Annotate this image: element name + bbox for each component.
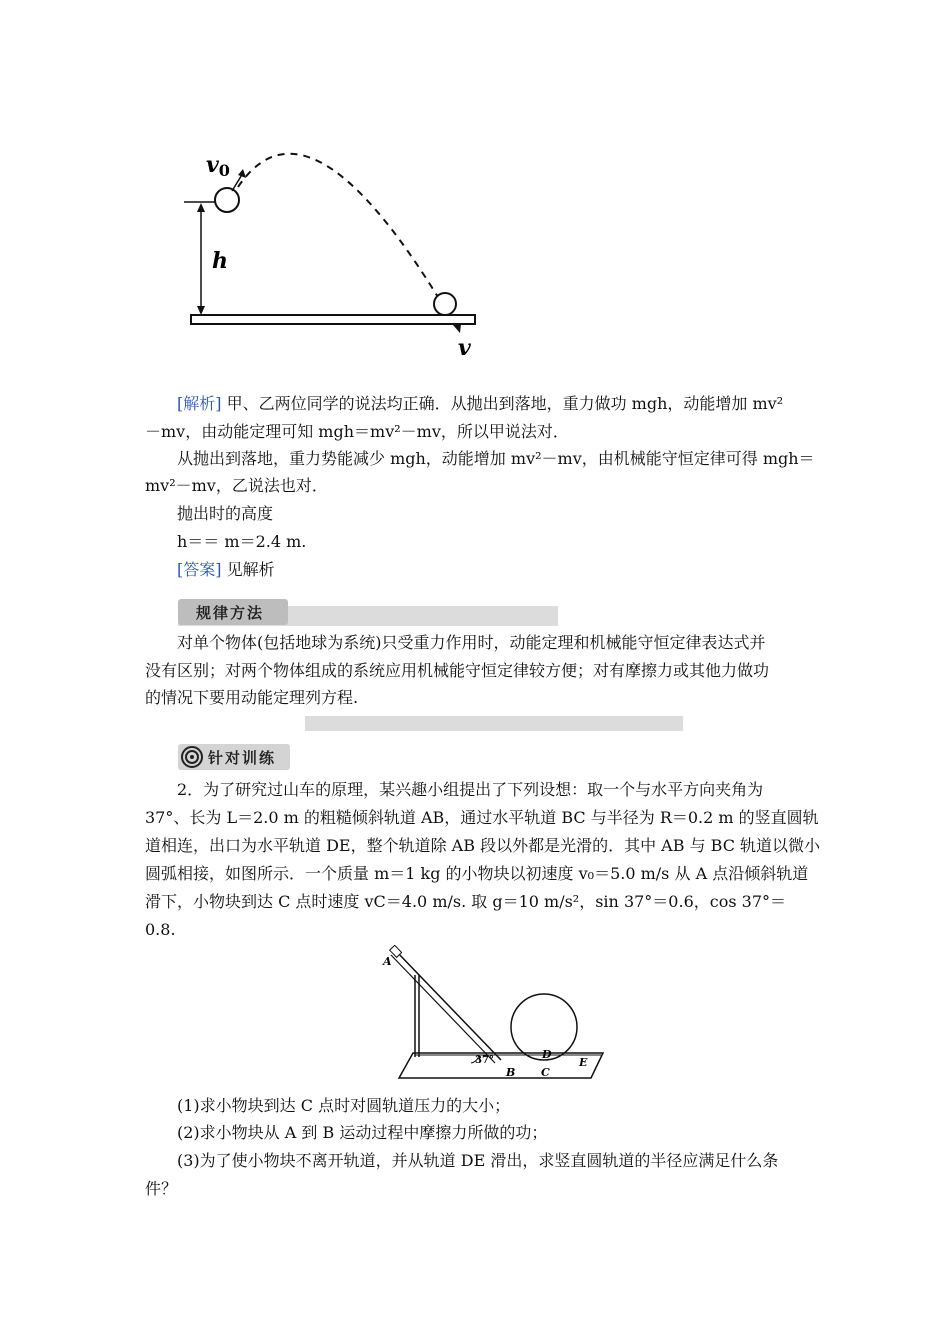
ground <box>191 315 475 324</box>
incline-top <box>395 950 501 1060</box>
label-B: B <box>506 1066 516 1079</box>
v0-label: v0 <box>206 152 230 180</box>
target-icon <box>180 745 204 769</box>
answer-tag: [答案] <box>177 560 222 579</box>
analysis-line-5: 抛出时的高度 <box>177 504 274 523</box>
training-line-5: 滑下，小物块到达 C 点时速度 vC＝4.0 m/s. 取 g＝10 m/s²，sin 37°＝0.6，cos 37°＝ <box>145 892 786 911</box>
analysis-line-4: mv²－mv，乙说法也对． <box>145 476 328 495</box>
label-angle: 37° <box>475 1055 494 1066</box>
analysis-line-1: [解析] 甲、乙两位同学的说法均正确．从抛出到落地，重力做功 mgh，动能增加 mv² <box>177 394 784 413</box>
ground-plate <box>399 1053 603 1078</box>
analysis-line-6: h＝＝ m＝2.4 m. <box>177 532 307 551</box>
label-E: E <box>579 1056 588 1069</box>
training-line-6: 0.8. <box>145 920 176 939</box>
landing-ball <box>434 293 456 315</box>
method-title: 规律方法 <box>196 604 265 622</box>
question-3a: (3)为了使小物块不离开轨道，并从轨道 DE 滑出，求竖直圆轨道的半径应满足什么条 <box>177 1151 779 1170</box>
analysis-tag: [解析] <box>177 394 222 413</box>
question-3b: 件？ <box>145 1179 178 1198</box>
training-line-2: 37°、长为 L＝2.0 m 的粗糙倾斜轨道 AB，通过水平轨道 BC 与半径为 R＝0.2 m 的竖直圆轨 <box>145 808 819 827</box>
method-line-3: 的情况下要用动能定理列方程. <box>145 688 359 707</box>
method-line-1: 对单个物体(包括地球为系统)只受重力作用时，动能定理和机械能守恒定律表达式并 <box>177 633 766 652</box>
training-line-1: 2．为了研究过山车的原理，某兴趣小组提出了下列设想：取一个与水平方向夹角为 <box>177 780 764 799</box>
projectile-figure <box>170 115 490 365</box>
incline-bottom <box>391 955 495 1063</box>
analysis-line-3: 从抛出到落地，重力势能减少 mgh，动能增加 mv²－mv，由机械能守恒定律可得 mgh＝ <box>177 449 815 468</box>
launch-ball <box>215 188 239 212</box>
label-C: C <box>541 1066 550 1079</box>
training-line-4: 圆弧相接，如图所示．一个质量 m＝1 kg 的小物块以初速度 v₀＝5.0 m/s 从 A 点沿倾斜轨道 <box>145 864 809 883</box>
track-figure <box>375 945 615 1085</box>
answer-text: 见解析 <box>226 560 275 579</box>
training-title: 针对训练 <box>208 749 277 767</box>
trajectory-path <box>238 154 450 317</box>
training-line-3: 道相连，出口为水平轨道 DE，整个轨道除 AB 段以外都是光滑的．其中 AB 与 BC 轨道以微小 <box>145 836 821 855</box>
question-2: (2)求小物块从 A 到 B 运动过程中摩擦力所做的功； <box>177 1123 548 1142</box>
analysis-line-2: －mv，由动能定理可知 mgh＝mv²－mv，所以甲说法对． <box>145 422 569 441</box>
answer-line <box>177 560 275 580</box>
question-1: (1)求小物块到达 C 点时对圆轨道压力的大小； <box>177 1096 511 1115</box>
separator-bar <box>305 716 683 731</box>
method-line-2: 没有区别；对两个物体组成的系统应用机械能守恒定律较方便；对有摩擦力或其他力做功 <box>145 661 770 680</box>
label-A: A <box>383 955 392 968</box>
v-label: v <box>458 335 471 361</box>
label-D: D <box>542 1048 552 1061</box>
h-label: h <box>212 248 228 274</box>
